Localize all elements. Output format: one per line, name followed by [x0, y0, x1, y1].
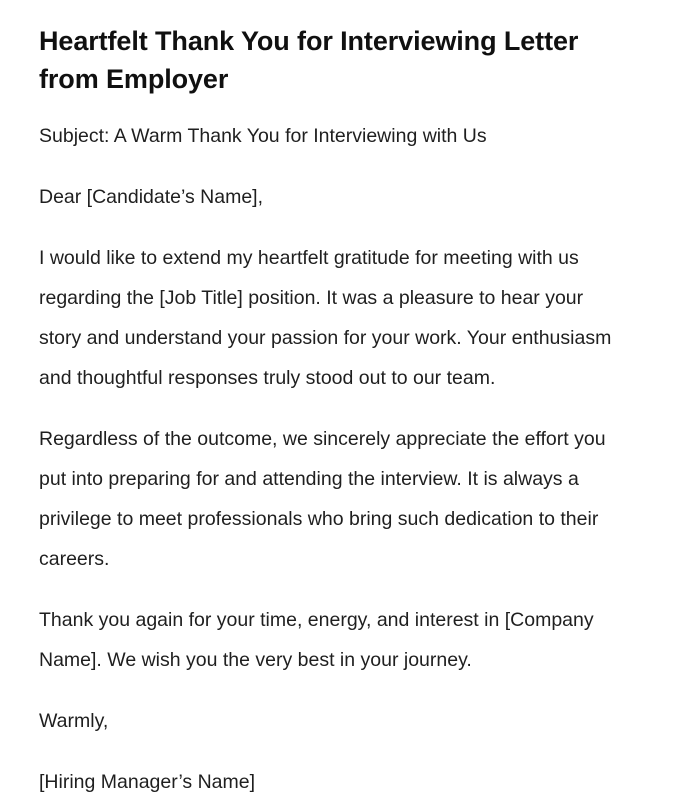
body-paragraph-1: I would like to extend my heartfelt gratitude for meeting with us regarding the [Job Title] position. It was a pleasure to hear your story and understand your passion for your work. Your enthusiasm and thoughtful responses truly stood out to our team.: [39, 247, 612, 389]
page-title: Heartfelt Thank You for Interviewing Letter from Employer: [39, 26, 579, 94]
letter-body: [39, 98, 628, 802]
body-paragraph-2: Regardless of the outcome, we sincerely appreciate the effort you put into preparing for and attending the interview. It is always a privilege to meet professionals who bring such dedication to their careers.: [39, 428, 606, 570]
subject-line: Subject: A Warm Thank You for Interviewing with Us: [39, 125, 487, 147]
salutation: Dear [Candidate’s Name],: [39, 186, 264, 208]
signature-line: [Hiring Manager’s Name]: [39, 771, 256, 793]
closing-salutation: Warmly,: [39, 710, 109, 732]
body-paragraph-3: Thank you again for your time, energy, and interest in [Company Name]. We wish you the very best in your journey.: [39, 609, 594, 671]
